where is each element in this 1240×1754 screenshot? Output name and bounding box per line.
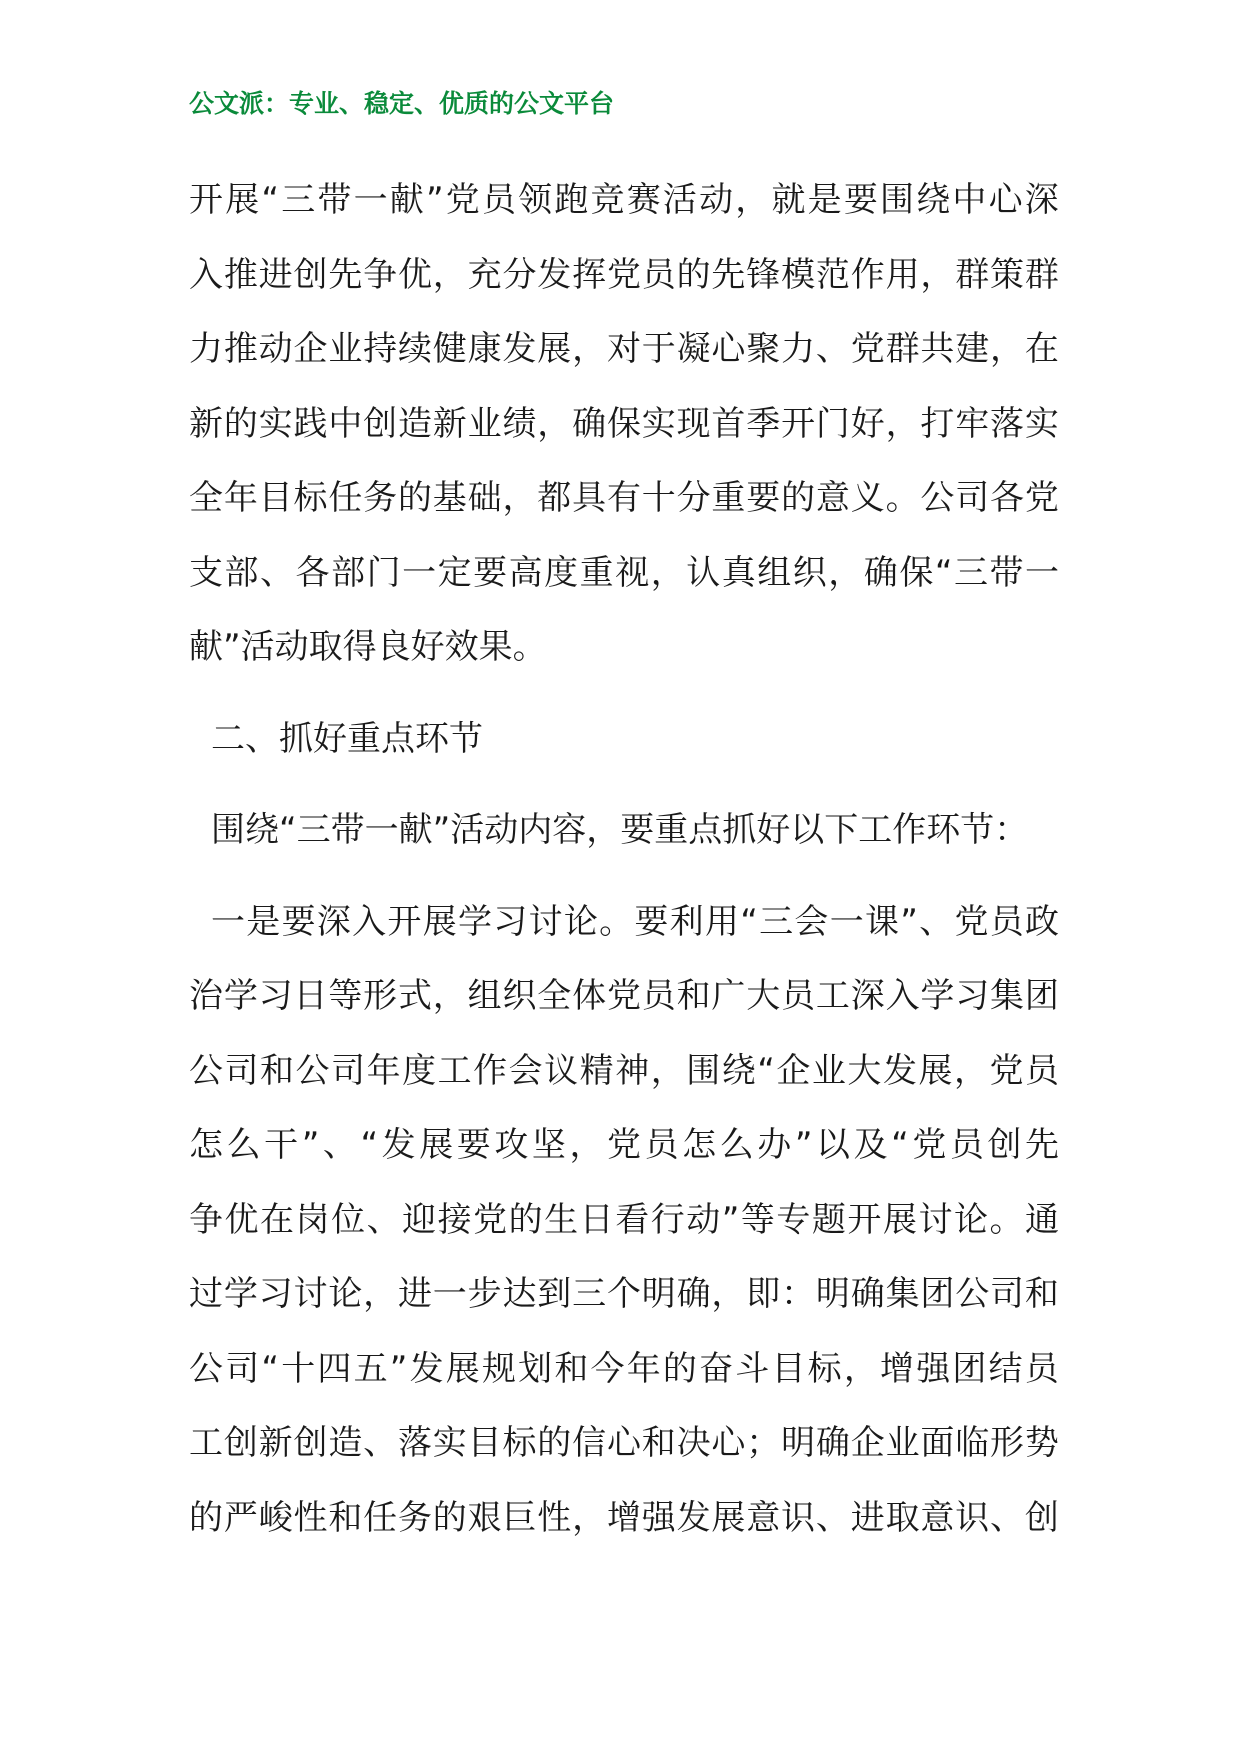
page-header: 公文派：专业、稳定、优质的公文平台 — [189, 89, 615, 118]
document-body — [189, 163, 1059, 1555]
text-line: 力 推 动 企 业 持 续 健 康 发 展 ， 对 于 凝 心 聚 力 、 党 群 共 建 ， 在 — [189, 329, 1059, 369]
paragraph-intro — [189, 163, 1059, 685]
text-line: 怎 么 干 ” 、 “ 发 展 要 攻 坚 ， 党 员 怎 么 办 ” 以 及 “ 党 员 创 先 — [189, 1125, 1059, 1165]
text-line: 工 创 新 创 造 、 落 实 目 标 的 信 心 和 决 心 ； 明 确 企 业 面 临 形 势 — [189, 1423, 1059, 1463]
text-line: 过 学 习 讨 论 ， 进 一 步 达 到 三 个 明 确 ， 即 ： 明 确 集 团 公 司 和 — [189, 1274, 1059, 1314]
text-line: 公 司 “ 十 四 五 ” 发 展 规 划 和 今 年 的 奋 斗 目 标 ， 增 强 团 结 员 — [189, 1348, 1059, 1389]
text-line: 支 部 、 各 部 门 一 定 要 高 度 重 视 ， 认 真 组 织 ， 确 保 “ 三 带 一 — [189, 552, 1059, 593]
text-line: 献”活动取得良好效果。 — [189, 627, 547, 667]
heading-line: 二、抓好重点环节 — [211, 718, 483, 759]
text-line: 新 的 实 践 中 创 造 新 业 绩 ， 确 保 实 现 首 季 开 门 好 ， 打 牢 落 实 — [189, 403, 1059, 444]
paragraph-overview — [189, 793, 1059, 868]
text-line: 一 是 要 深 入 开 展 学 习 讨 论 。 要 利 用 “ 三 会 一 课 ” 、 党 员 政 — [211, 901, 1059, 942]
text-line: 围绕“三带一献”活动内容，要重点抓好以下工作环节： — [211, 810, 1029, 850]
text-line: 治 学 习 日 等 形 式 ， 组 织 全 体 党 员 和 广 大 员 工 深 入 学 习 集 团 — [189, 976, 1059, 1016]
text-line: 入 推 进 创 先 争 优 ， 充 分 发 挥 党 员 的 先 锋 模 范 作 用 ， 群 策 群 — [189, 254, 1059, 295]
text-line: 全 年 目 标 任 务 的 基 础 ， 都 具 有 十 分 重 要 的 意 义 。 公 司 各 党 — [189, 478, 1059, 518]
text-line: 公 司 和 公 司 年 度 工 作 会 议 精 神 ， 围 绕 “ 企 业 大 发 展 ， 党 员 — [189, 1050, 1059, 1091]
text-line: 开 展 “ 三 带 一 献 ” 党 员 领 跑 竞 赛 活 动 ， 就 是 要 围 绕 中 心 深 — [189, 180, 1059, 220]
paragraph-study — [189, 885, 1059, 1556]
section-heading — [189, 702, 1059, 777]
text-line: 的 严 峻 性 和 任 务 的 艰 巨 性 ， 增 强 发 展 意 识 、 进 取 意 识 、 创 — [189, 1497, 1059, 1538]
text-line: 争 优 在 岗 位 、 迎 接 党 的 生 日 看 行 动 ” 等 专 题 开 展 讨 论 。 通 — [189, 1199, 1059, 1240]
